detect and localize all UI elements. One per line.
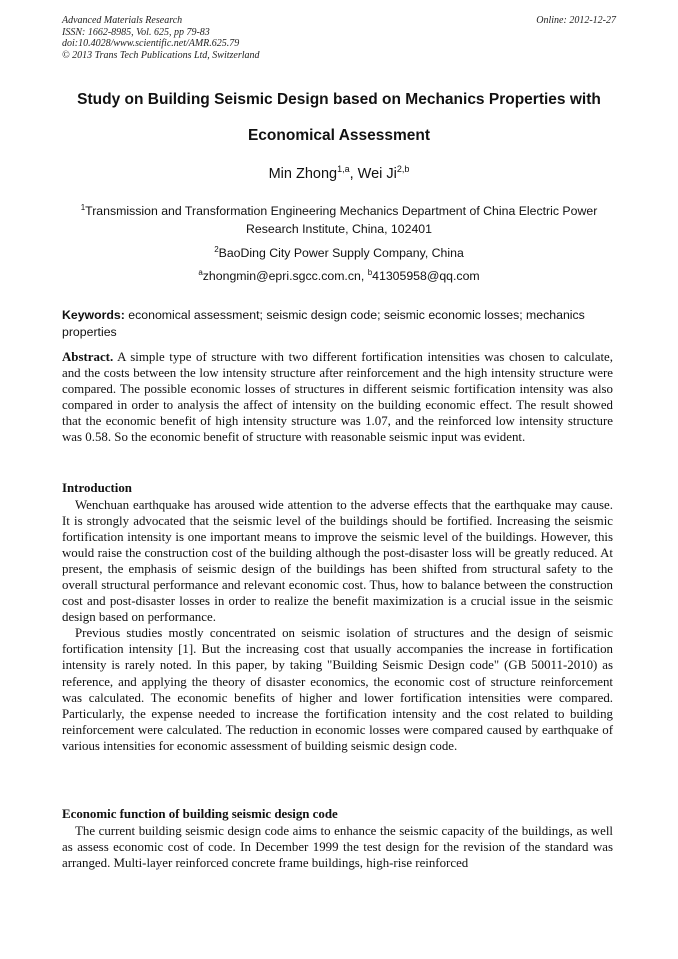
affiliation-2	[62, 244, 616, 262]
email-b-sup: b	[367, 268, 373, 277]
introduction-paragraph-2: Previous studies mostly concentrated on seismic isolation of structures and the design of seismic fortification intensity [1]. But the increasing cost that usually accompanies the increase in fortification intensity is rarely noted. In this paper, by taking "Building Seismic Design code" (GB 50011-2010) as reference, and applying the theory of disaster economics, the economic cost of structure reinforcement was calculated. The economic benefits of higher and lower fortification intensities were compared. Particularly, the expense needed to increase the fortification intensity and the cost related to building reinforcement were calculated. The reduction in economic losses were compared caused by earthquake of various intensities for economic assessment of building seismic design code.	[62, 626, 613, 753]
keywords	[62, 307, 616, 341]
section-heading-economic-function: Economic function of building seismic design code	[62, 807, 338, 821]
introduction-paragraph-1: Wenchuan earthquake has aroused wide attention to the adverse effects that the earthquake may cause. It is strongly advocated that the seismic level of the buildings should be fortified. Increasing the seismic fortification intensity is one important means to improve the seismic level of the buildings. However, this would raise the construction cost of the building although the post-disaster loss will be greatly reduced. At present, the emphasis of seismic design of the buildings has been shifted from structural safety to the overall structural performance and relevant economic cost. Thus, how to balance between the construction cost and post-disaster losses in order to realize the benefit maximization is a crucial issue in the seismic design based on performance.	[62, 498, 613, 625]
keywords-label: Keywords:	[62, 308, 125, 322]
affiliation-1	[62, 202, 616, 238]
abstract-text: A simple type of structure with two different fortification intensities was chosen to calculate, and the costs between the low intensity structure after reinforcement and the high intensity structure were compared. The possible economic losses of structures in different seismic fortification intensity was also compared in order to analysis the affect of intensity on the building economic effect. The result showed that the economic benefit of high intensity structure was 1.07, and the reinforced low intensity structure was 0.58. So the economic benefit of structure with reasonable seismic input was evident.	[62, 350, 613, 445]
copyright-line: © 2013 Trans Tech Publications Ltd, Switzerland	[62, 49, 260, 61]
journal-name: Advanced Materials Research	[62, 15, 183, 26]
affiliation-2-sup: 2	[214, 245, 219, 254]
paper-title-line-1: Study on Building Seismic Design based on Mechanics Properties with	[77, 91, 601, 108]
author-2-name: Wei Ji	[357, 166, 397, 182]
keywords-text: economical assessment; seismic design code; seismic economic losses; mechanics properties	[62, 308, 585, 339]
affiliation-2-text: BaoDing City Power Supply Company, China	[218, 246, 464, 260]
author-emails	[62, 267, 616, 285]
email-b: 41305958@qq.com	[372, 269, 480, 283]
online-date: Online: 2012-12-27	[536, 15, 616, 26]
abstract-label: Abstract.	[62, 350, 114, 364]
introduction-body	[62, 497, 613, 754]
affiliation-1-text: Transmission and Transformation Engineering Mechanics Department of China Electric Power Research Institute, China, 102401	[85, 204, 598, 236]
author-1-name: Min Zhong	[268, 166, 338, 182]
abstract	[62, 349, 613, 445]
email-a-sup: a	[198, 268, 203, 277]
author-list	[0, 166, 678, 182]
affiliation-1-sup: 1	[80, 203, 86, 212]
economic-paragraph-1: The current building seismic design code aims to enhance the seismic capacity of the buildings, as well as assess economic cost of code. In December 1999 the test design for the revision of the standard was arranged. Multi-layer reinforced concrete frame buildings, high-rise reinforced	[62, 824, 613, 871]
economic-section-body	[62, 823, 613, 871]
author-separator: ,	[349, 166, 358, 182]
doi-line: doi:10.4028/www.scientific.net/AMR.625.79	[62, 38, 240, 49]
email-a: zhongmin@epri.sgcc.com.cn,	[202, 269, 368, 283]
author-1-sup: 1,a	[337, 164, 350, 174]
journal-header	[62, 15, 616, 61]
section-heading-introduction: Introduction	[62, 481, 132, 495]
issn-line: ISSN: 1662-8985, Vol. 625, pp 79-83	[62, 26, 210, 38]
author-2-sup: 2,b	[396, 164, 410, 174]
paper-title-line-2: Economical Assessment	[247, 127, 431, 144]
